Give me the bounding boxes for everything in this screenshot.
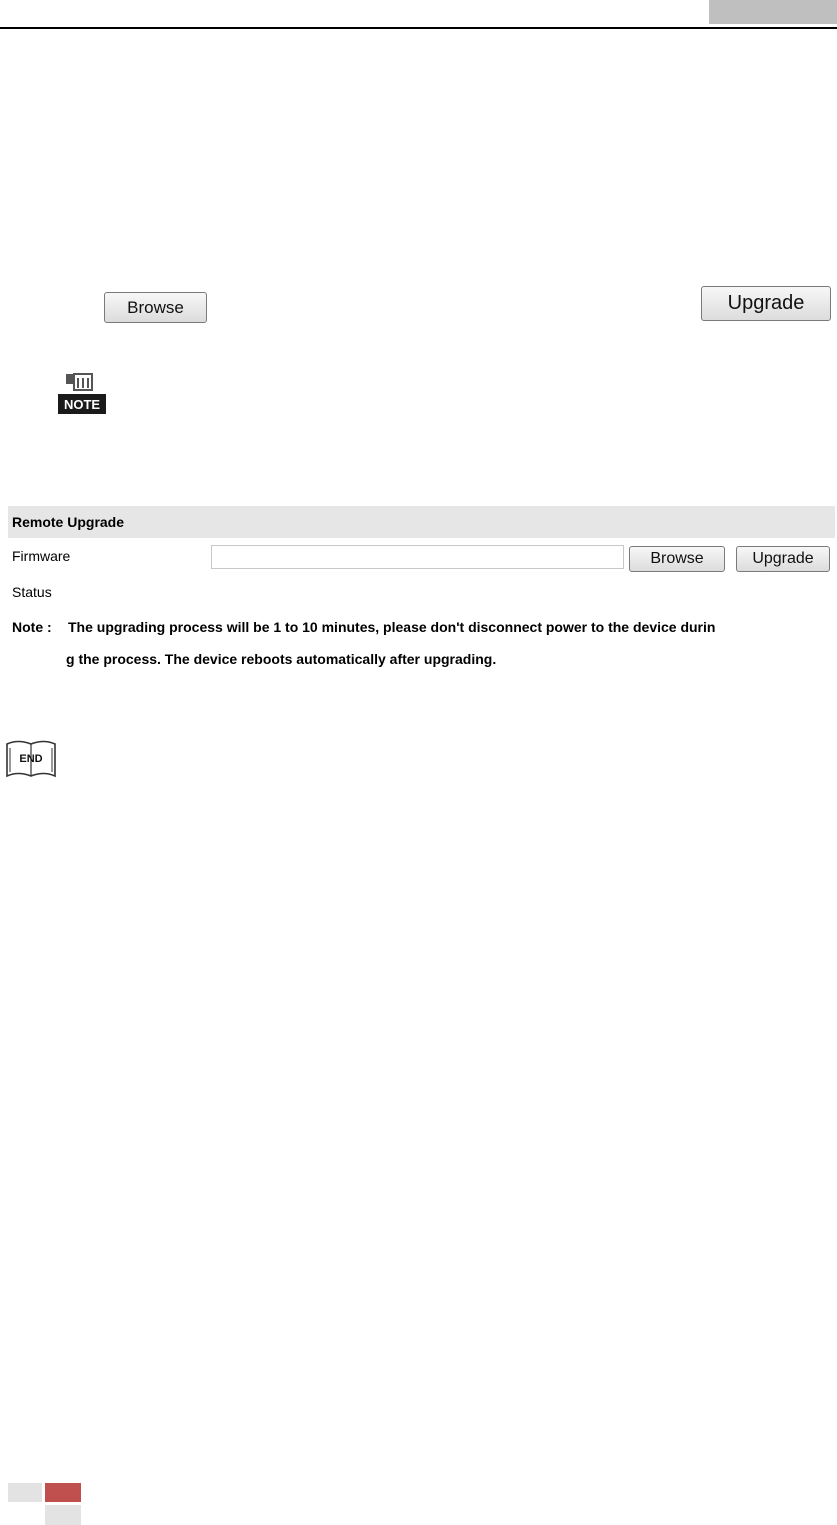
- browse-button-large[interactable]: Browse: [104, 292, 207, 323]
- panel-title: Remote Upgrade: [8, 506, 835, 538]
- remote-upgrade-panel: [8, 506, 835, 686]
- footer-block-red: [45, 1483, 81, 1502]
- note-text-line-1: The upgrading process will be 1 to 10 minutes, please don't disconnect power to the device durin: [68, 619, 716, 635]
- upgrade-button-large[interactable]: Upgrade: [701, 286, 831, 321]
- header-tab: [709, 0, 837, 24]
- end-icon-label: END: [19, 753, 43, 765]
- end-icon: [4, 736, 58, 780]
- note-text-line-2: g the process. The device reboots automatically after upgrading.: [66, 651, 497, 667]
- firmware-input[interactable]: [211, 545, 624, 569]
- note-icon: [52, 372, 108, 420]
- note-icon-label: NOTE: [63, 397, 101, 412]
- firmware-label: Firmware: [12, 548, 71, 564]
- status-label: Status: [12, 584, 52, 600]
- footer-block-gray: [8, 1483, 42, 1502]
- upgrade-button[interactable]: Upgrade: [736, 546, 830, 572]
- header-rule: [0, 27, 837, 29]
- footer-block-gray-lower: [45, 1505, 81, 1525]
- browse-button[interactable]: Browse: [629, 546, 725, 572]
- note-prefix: Note :: [12, 619, 52, 635]
